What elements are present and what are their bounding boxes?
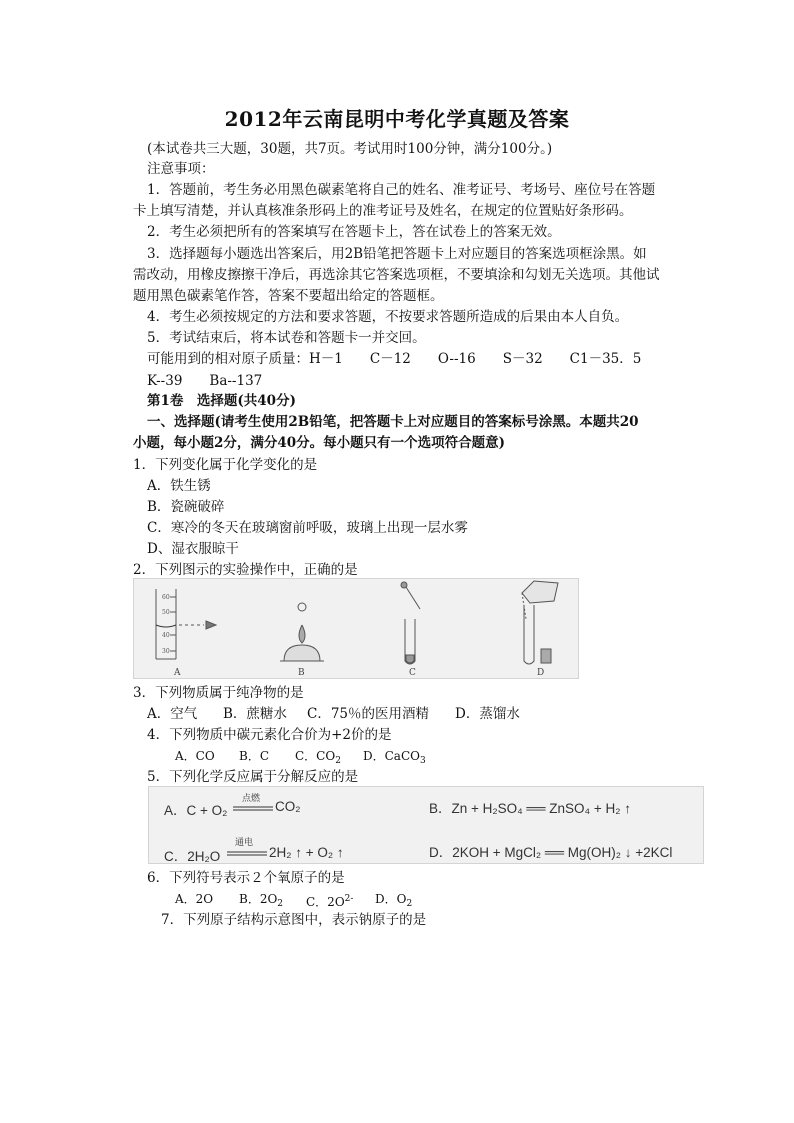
reaction-double-line: [227, 850, 267, 858]
section-heading: 一、选择题(请考生使用2B铅笔，把答题卡上对应题目的答案标号涂黑。本题共20: [147, 414, 639, 430]
reaction-b: B．Zn + H₂SO₄ ══ ZnSO₄ + H₂ ↑: [429, 801, 631, 816]
option: D．蒸馏水: [455, 706, 520, 722]
scale-tick: 50: [162, 609, 170, 616]
option: B．$2O_2$: [239, 892, 284, 909]
option: C．寒冷的冬天在玻璃窗前呼吸，玻璃上出现一层水雾: [147, 520, 468, 536]
figure-b-alcohol-lamp: [280, 603, 324, 661]
reaction-double-line: [233, 805, 273, 813]
reaction-c-product: 2H₂ ↑ + O₂ ↑: [269, 845, 344, 860]
option: D．$O_2$: [375, 892, 413, 909]
notice-line: 4．考生必须按规定的方法和要求答题，不按要求答题所造成的后果由本人自负。: [147, 309, 629, 325]
figure-label: C: [409, 668, 416, 678]
volume-heading: 第1卷 选择题(共40分): [147, 393, 296, 409]
exam-info: (本试卷共三大题，30题，共7页。考试用时100分钟，满分100分。): [147, 141, 553, 157]
question-stem: 7．下列原子结构示意图中，表示钠原子的是: [161, 912, 427, 928]
option: A．空气: [147, 706, 198, 722]
notice-line: 5．考试结束后，将本试卷和答题卡一并交回。: [147, 330, 426, 346]
figure-label: D: [537, 668, 545, 678]
option: B．蔗糖水: [223, 706, 287, 722]
reaction-condition: 通电: [235, 838, 254, 848]
reaction-c: C．2H₂O: [164, 849, 221, 864]
notice-heading: 注意事项：: [147, 161, 215, 177]
page-title: 2012年云南昆明中考化学真题及答案: [224, 107, 570, 131]
scale-tick: 40: [162, 632, 170, 639]
option: D、湿衣服晾干: [147, 541, 239, 557]
option: D．CaCO$_3$: [363, 749, 426, 766]
figure-c-test-tube: [401, 582, 420, 664]
notice-line: 2．考生必须把所有的答案填写在答题卡上，答在试卷上的答案无效。: [147, 224, 561, 240]
question-stem: 3．下列物质属于纯净物的是: [133, 685, 304, 701]
lab-operations-figure: [133, 578, 579, 679]
question-stem: 5．下列化学反应属于分解反应的是: [147, 769, 359, 785]
figure-label: B: [298, 668, 305, 678]
notice-line: 卡上填写清楚，并认真核准条形码上的准考证号及姓名，在规定的位置贴好条形码。: [133, 203, 633, 219]
notice-line: 1．答题前，考生务必用黑色碳素笔将自己的姓名、准考证号、考场号、座位号在答题: [147, 182, 656, 198]
option: A．铁生锈: [147, 478, 211, 494]
question-stem: 2．下列图示的实验操作中，正确的是: [133, 562, 358, 578]
scale-tick: 30: [162, 648, 170, 655]
option: C．75％的医用酒精: [307, 706, 430, 722]
question-stem: 4．下列物质中碳元素化合价为+2价的是: [147, 727, 392, 743]
figure-d-pouring: [522, 581, 558, 664]
lab-operations-drawing: [134, 579, 578, 678]
option: B．C: [239, 749, 270, 763]
reaction-options-figure: [148, 786, 704, 864]
option: C．$CO_2$: [295, 749, 341, 766]
option: A．2O: [175, 892, 214, 906]
notice-line: 题用黑色碳素笔作答，答案不要超出给定的答题框。: [133, 288, 444, 304]
option: C．$2O^{2-}$: [306, 894, 354, 909]
atomic-mass-line: K--39 Ba--137: [147, 373, 263, 389]
reaction-condition: 点燃: [242, 794, 261, 804]
atomic-mass-line: 可能用到的相对原子质量：H－1 C－12 O--16 S－32 C1－35．5: [147, 351, 642, 367]
scale-tick: 60: [162, 594, 170, 601]
option: B．瓷碗破碎: [147, 499, 225, 515]
notice-line: 3．选择题每小题选出答案后，用2B铅笔把答题卡上对应题目的答案选项框涂黑。如: [147, 246, 647, 262]
option: A．CO: [175, 749, 215, 763]
notice-line: 需改动，用橡皮擦擦干净后，再选涂其它答案选项框，不要填涂和勾划无关选项。其他试: [133, 267, 660, 283]
section-heading: 小题，每小题2分，满分40分。每小题只有一个选项符合题意): [133, 435, 506, 451]
question-stem: 1．下列变化属于化学变化的是: [133, 457, 318, 473]
reaction-a: A．C + O₂: [164, 803, 228, 818]
figure-label: A: [174, 668, 181, 678]
reaction-d: D．2KOH + MgCl₂ ══ Mg(OH)₂ ↓ +2KCl: [429, 845, 673, 860]
reaction-a-product: CO₂: [275, 799, 301, 814]
question-stem: 6．下列符号表示２个氧原子的是: [147, 870, 345, 886]
